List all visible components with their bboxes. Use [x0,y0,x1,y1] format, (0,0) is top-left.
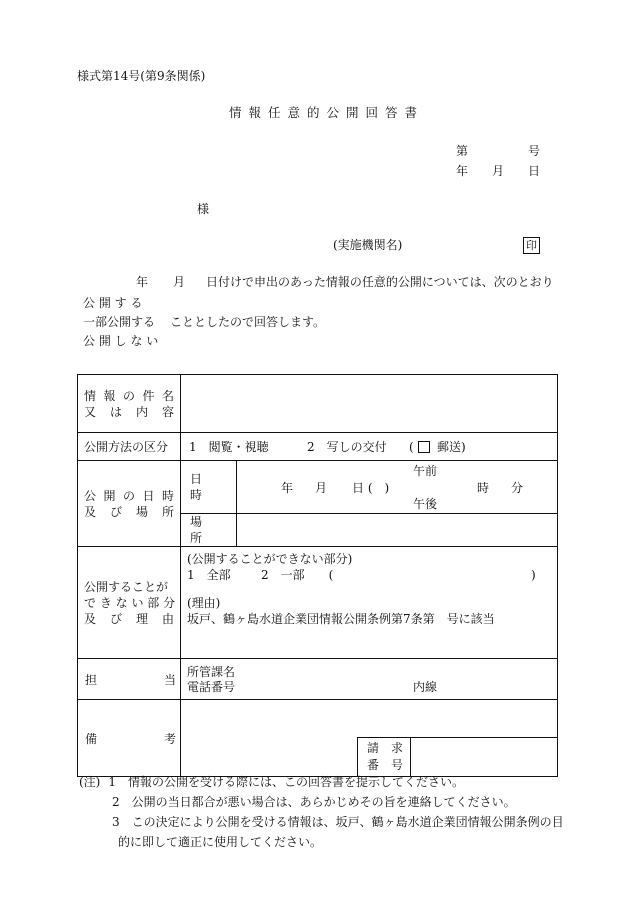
method-copy: 2 写しの交付 [307,440,387,454]
notes-head: (注) [79,775,101,789]
request-number-value [411,738,558,777]
notes [79,772,564,852]
response-form-table [77,374,558,777]
subject-label: 情 報 の 件 名 又 は 内 容 [78,375,181,433]
datetime-value [237,461,558,514]
dt-hour: 時 [477,481,490,495]
option-closed: 公 開 し な い [83,334,159,348]
nichiji-label: 日 時 [181,461,237,514]
date-year: 年 [456,164,469,178]
method-mail: 郵送) [437,440,466,454]
extension-label: 内線 [413,680,438,694]
nondisclosure-label: 公開することが で き な い 部 分 及 び 理 由 [78,547,181,659]
form-number: 様式第14号(第9条関係) [77,69,206,83]
remarks-label [78,700,181,777]
request-number-label: 請 求 番 号 [358,738,411,777]
note-3: 3 この決定により公開を受ける情報は、坂戸、鶴ヶ島水道企業団情報公開条例の目 [112,815,564,829]
contact-value [181,659,558,700]
remarks-label-a: 備 [85,732,98,746]
part-paren-close: ) [531,568,536,582]
part-head: (公開することができない部分) [187,552,353,566]
contact-label-a: 担 [85,673,98,687]
date-day: 日 [528,164,541,178]
contact-label [78,659,181,700]
subject-value [181,375,558,433]
body-month: 月 [173,275,186,289]
phone-label: 電話番号 [187,680,236,694]
option-partial: 一部公開する [83,315,156,329]
dt-year: 年 [281,481,294,495]
body-year: 年 [136,275,149,289]
row-method [78,433,558,461]
note-3-cont: 的に即して適正に使用してください。 [118,835,323,849]
note-1: (注) 1 情報の公開を受ける際には、この回答書を提示してください。 [79,775,465,789]
row-remarks [78,700,558,738]
document-title: 情報任意的公開回答書 [229,105,425,120]
dt-am: 午前 [413,464,438,478]
place-label: 場 所 [181,514,237,547]
row-subject [78,375,558,433]
remarks-label-b: 考 [164,732,177,746]
agency-name-label: (実施機関名) [333,238,403,252]
seal-mark: 印 [523,237,540,254]
method-label: 公開方法の区分 [78,433,181,461]
reason-head: (理由) [187,596,221,610]
checkbox-icon [418,441,430,453]
place-value [237,514,558,547]
dt-day: 日 ( ) [352,481,390,495]
addressee-sama: 様 [197,202,210,216]
part-all: 1 全部 [187,568,231,582]
method-paren: ( [409,440,414,454]
datetime-label: 公 開 の 日 時 及 び 場 所 [78,461,181,547]
part-partial: 2 一部 ( [261,568,334,582]
dt-minute: 分 [511,481,524,495]
remarks-value-lower [181,738,358,777]
dt-pm: 午後 [413,497,438,511]
date-month: 月 [492,164,505,178]
remarks-value [181,700,558,738]
body-suffix: こととしたので回答します。 [170,315,326,329]
option-open: 公 開 す る [83,296,143,310]
nondisclosure-value [181,547,558,659]
dept-label: 所管課名 [187,665,236,679]
contact-label-b: 当 [164,673,177,687]
method-value [181,433,558,461]
number-go: 号 [528,144,541,158]
row-nondisclosure [78,547,558,659]
method-view: 1 閲覧・視聴 [189,440,269,454]
number-dai: 第 [456,144,469,158]
reason-text: 坂戸、鶴ヶ島水道企業団情報公開条例第7条第 号に該当 [187,612,495,626]
row-datetime [78,461,558,514]
row-contact [78,659,558,700]
body-line1: 日付けで申出のあった情報の任意的公開については、次のとおり [206,275,554,289]
note-2: 2 公開の当日都合が悪い場合は、あらかじめその旨を連絡してください。 [112,795,516,809]
dt-month: 月 [315,481,328,495]
